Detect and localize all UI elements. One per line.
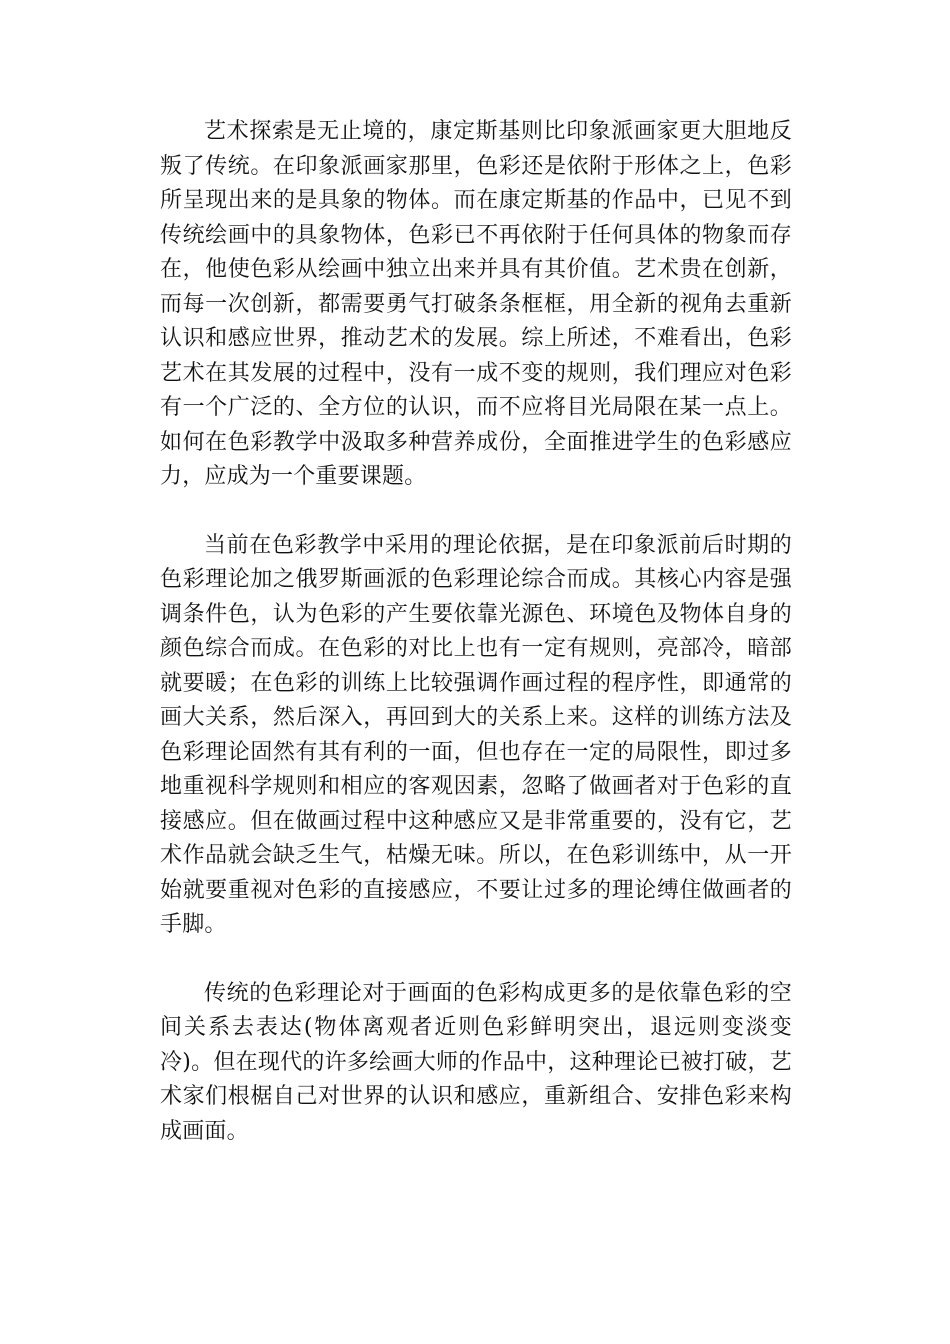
paragraph-1: 艺术探索是无止境的，康定斯基则比印象派画家更大胆地反叛了传统。在印象派画家那里，色彩还是依附于形体之上，色彩所呈现出来的是具象的物体。而在康定斯基的作品中，已见不到传统绘画中的具象物体，色彩已不再依附于任何具体的物象而存在，他使色彩从绘画中独立出来并具有其价值。艺术贵在创新，而每一次创新，都需要勇气打破条条框框，用全新的视角去重新认识和感应世界，推动艺术的发展。综上所述，不难看出，色彩艺术在其发展的过程中，没有一成不变的规则，我们理应对色彩有一个广泛的、全方位的认识，而不应将目光局限在某一点上。如何在色彩教学中汲取多种营养成份，全面推进学生的色彩感应力，应成为一个重要课题。 — [160, 119, 792, 489]
paragraph-2: 当前在色彩教学中采用的理论依据，是在印象派前后时期的色彩理论加之俄罗斯画派的色彩理论综合而成。其核心内容是强调条件色，认为色彩的产生要依靠光源色、环境色及物体自身的颜色综合而成。在色彩的对比上也有一定有规则，亮部冷，暗部就要暖；在色彩的训练上比较强调作画过程的程序性，即通常的画大关系，然后深入，再回到大的关系上来。这样的训练方法及色彩理论固然有其有利的一面，但也存在一定的局限性，即过多地重视科学规则和相应的客观因素，忽略了做画者对于色彩的直接感应。但在做画过程中这种感应又是非常重要的，没有它，艺术作品就会缺乏生气，枯燥无味。所以，在色彩训练中，从一开始就要重视对色彩的直接感应，不要让过多的理论缚住做画者的手脚。 — [160, 532, 792, 937]
paragraph-3: 传统的色彩理论对于画面的色彩构成更多的是依靠色彩的空间关系去表达(物体离观者近则色彩鲜明突出，退远则变淡变冷)。但在现代的许多绘画大师的作品中，这种理论已被打破，艺术家们根椐自己对世界的认识和感应，重新组合、安排色彩来构成画面。 — [160, 980, 792, 1144]
document-page — [160, 115, 792, 1149]
